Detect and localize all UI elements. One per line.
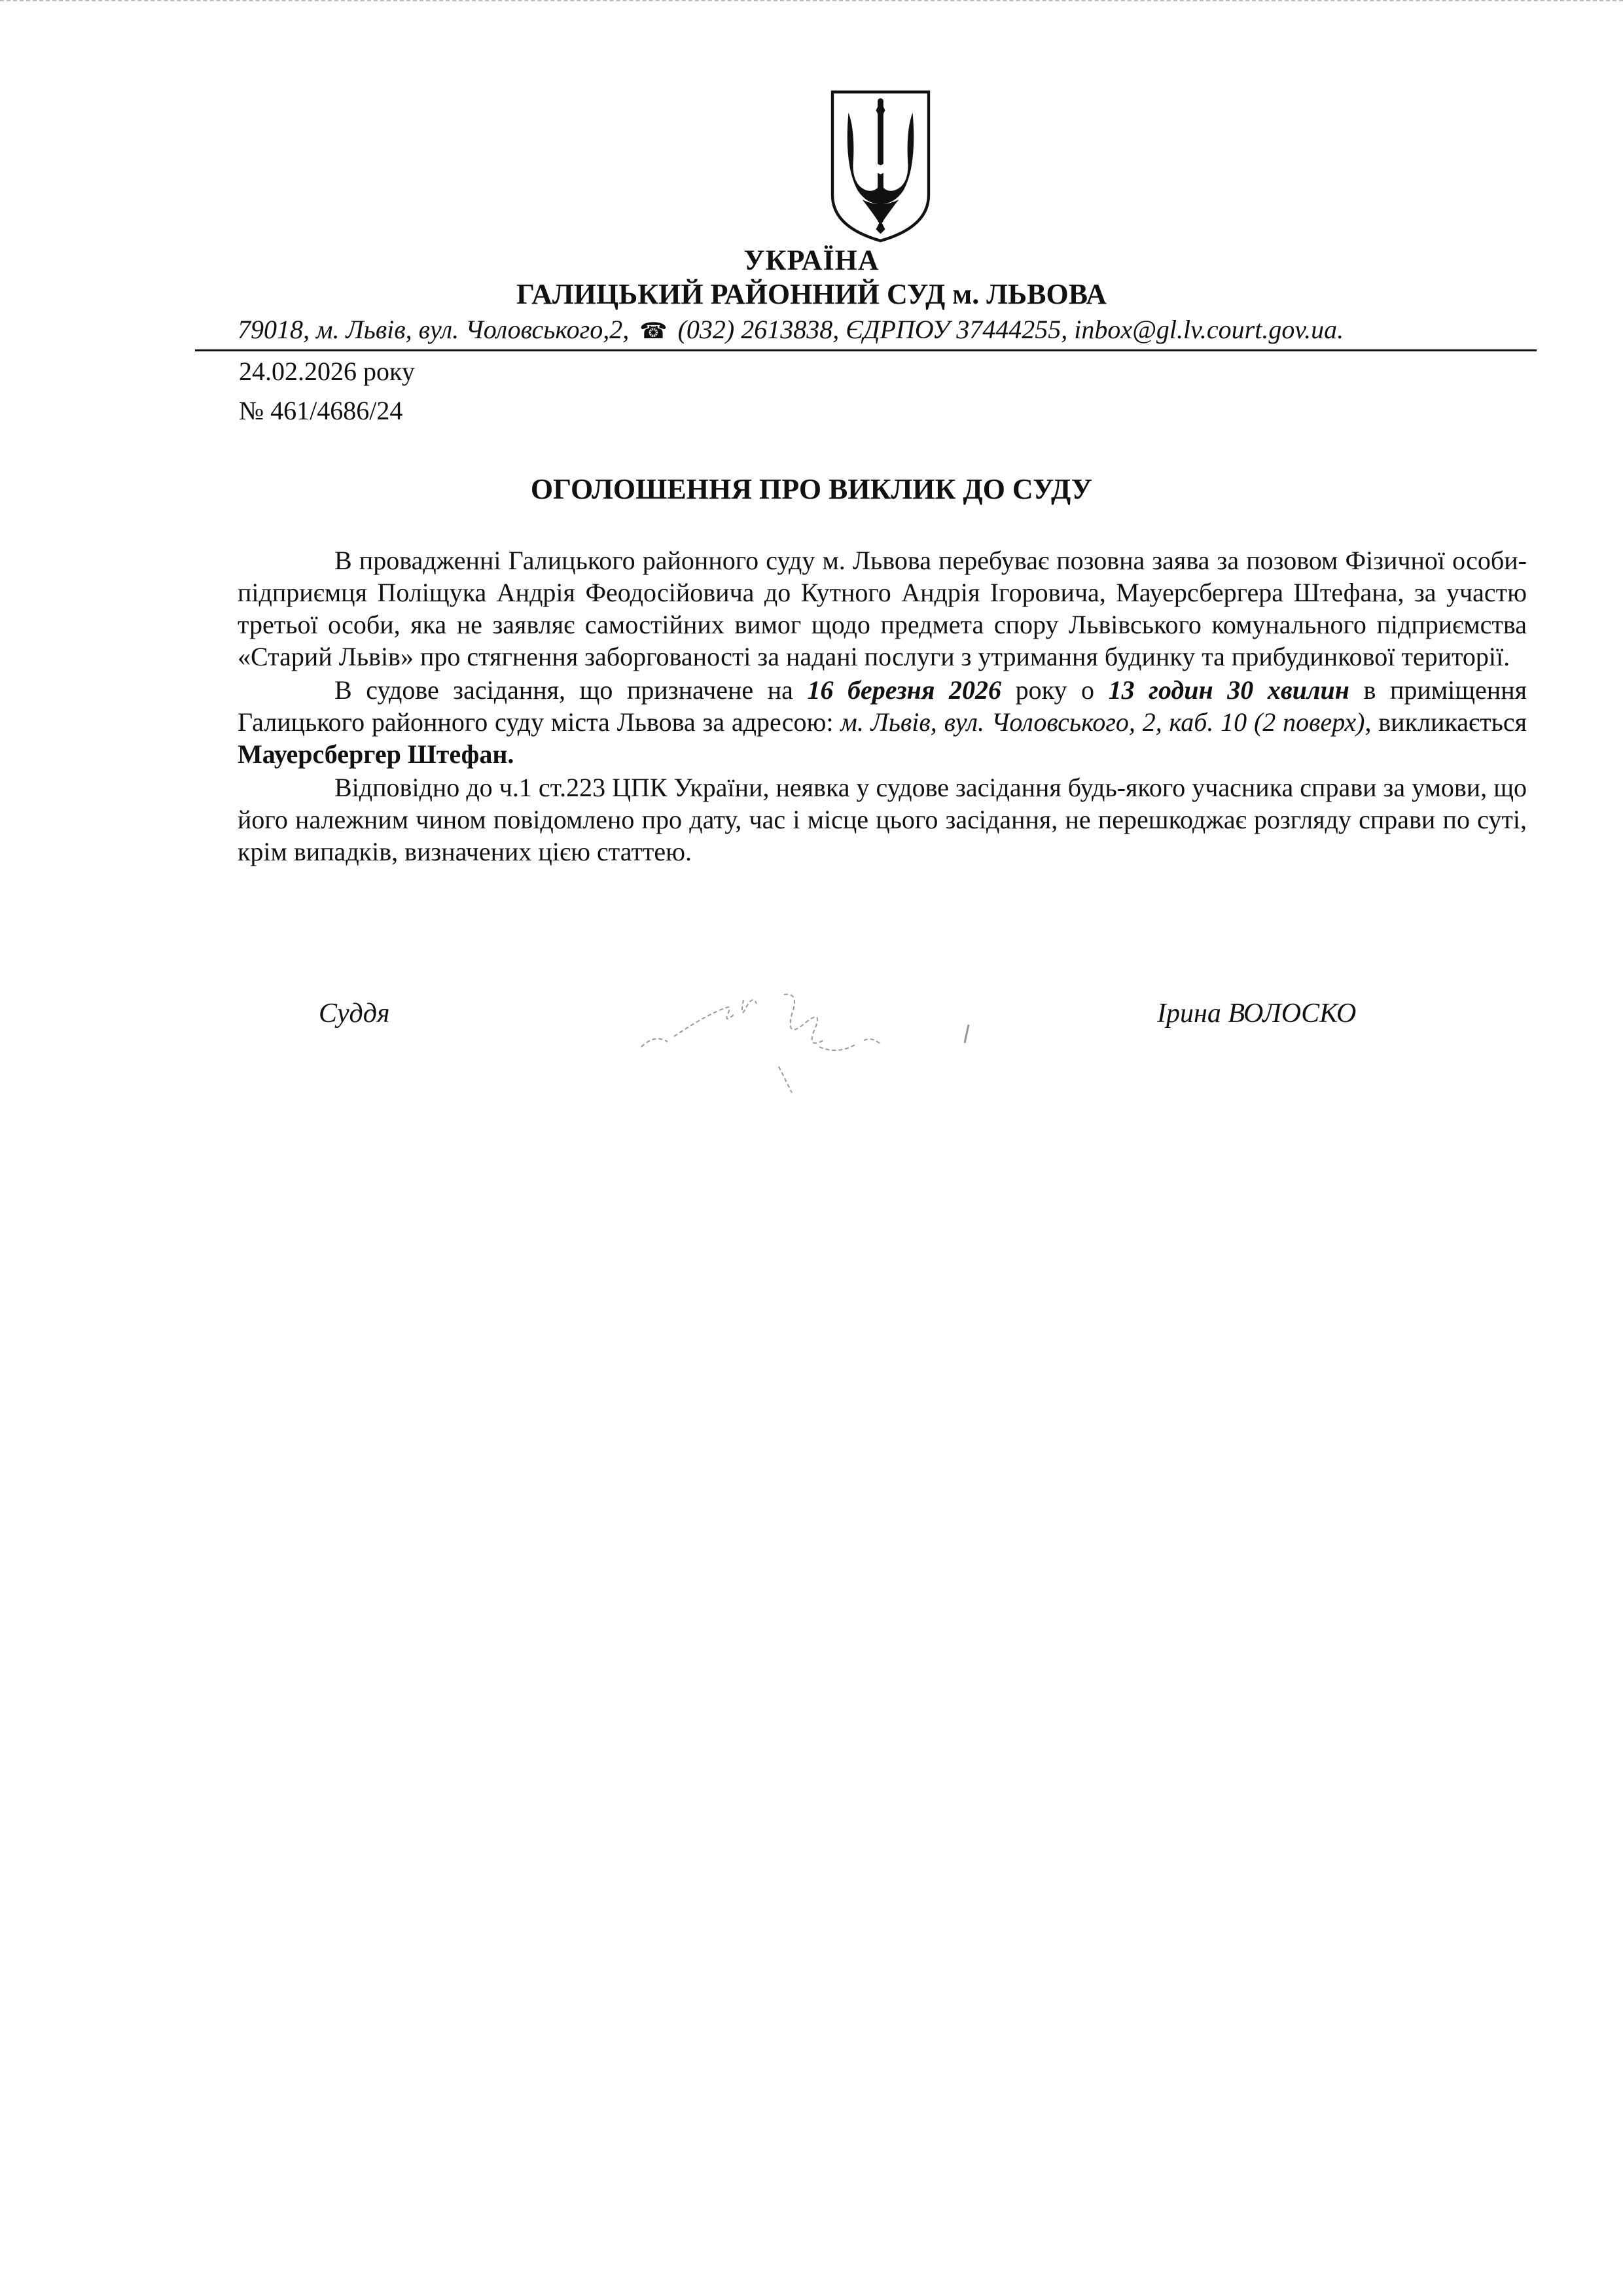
contact-phone-and-email: (032) 2613838, ЄДРПОУ 37444255, inbox@gl.lv.court.gov.ua. [671, 315, 1344, 344]
header-court-name: ГАЛИЦЬКИЙ РАЙОННИЙ СУД м. ЛЬВОВА [516, 278, 1107, 310]
paragraph-legal-basis: Відповідно до ч.1 ст.223 ЦПК України, неявка у судове засідання будь-якого учасника справи за умови, що його належним чином повідомлено про дату, час і місце цього засідання, не перешкоджає розгляду справи по суті, крім випадків, визначених цією статтею. [238, 773, 1527, 866]
summons-text-1: В судове засідання, що призначене на [334, 675, 808, 705]
header-contact-line [238, 314, 1497, 345]
hearing-address: м. Львів, вул. Чоловського, 2, каб. 10 (2 поверх) [840, 707, 1365, 737]
summons-text-4: , викликається [1364, 707, 1527, 737]
contact-address: 79018, м. Львів, вул. Чоловського,2, [238, 315, 636, 344]
paragraph-claim: В провадженні Галицького районного суду м. Львова перебуває позовна заява за позовом Фізичної особи-підприємця Поліщука Андрія Феодосійовича до Кутного Андрія Ігоровича, Мауерсбергера Штефана, за участю третьої особи, яка не заявляє самостійних вимог щодо предмета спору Львівського комунального підприємства «Старий Львів» про стягнення заборгованості за надані послуги з утримання будинку та прибудинкової території. [238, 546, 1527, 671]
scan-edge-line [0, 0, 1623, 5]
ukraine-coat-of-arms-icon [823, 85, 938, 245]
handwritten-signature [628, 968, 995, 1099]
summons-text-2: року о [1001, 675, 1109, 705]
document-body [238, 544, 1527, 869]
paragraph-summons [238, 674, 1527, 770]
hearing-date: 16 березня 2026 [807, 675, 1002, 705]
signer-name: Ірина ВОЛОСКО [1157, 998, 1357, 1029]
header-country: УКРАЇНА [743, 244, 880, 276]
hearing-time: 13 годин 30 хвилин [1108, 675, 1349, 705]
summoned-person: Мауерсбергер Штефан. [238, 739, 514, 769]
telephone-icon: ☎ [639, 319, 668, 344]
summons-text-3: в приміщення Галицького районного суду міста Львова за адресою: [238, 675, 1527, 737]
signer-role: Суддя [319, 998, 390, 1029]
header-divider [195, 349, 1537, 351]
document-title: ОГОЛОШЕННЯ ПРО ВИКЛИК ДО СУДУ [530, 473, 1093, 505]
case-number: № 461/4686/24 [239, 396, 403, 425]
document-date: 24.02.2026 року [239, 357, 415, 386]
